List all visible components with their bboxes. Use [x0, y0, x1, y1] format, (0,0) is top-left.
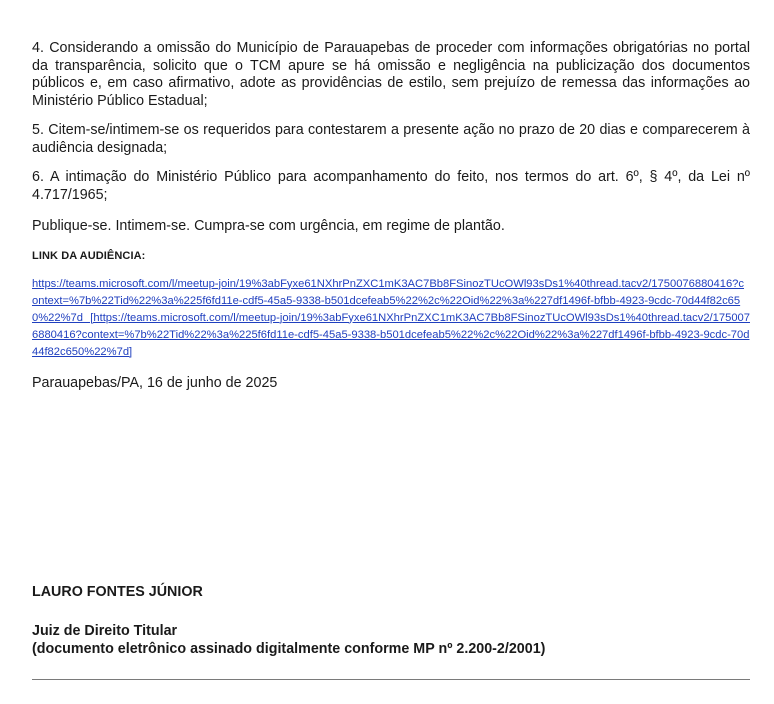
paragraph-5: 5. Citem-se/intimem-se os requeridos para contestarem a presente ação no prazo de 20 dias e comparecerem à audiência designada; [32, 122, 750, 156]
publication-order: Publique-se. Intimem-se. Cumpra-se com urgência, em regime de plantão. [32, 218, 505, 234]
footer-divider [32, 679, 750, 680]
link-section-label: LINK DA AUDIÊNCIA: [32, 249, 146, 262]
judge-name: LAURO FONTES JÚNIOR [32, 584, 203, 600]
paragraph-4: 4. Considerando a omissão do Município de Parauapebas de proceder com informações obrigatórias no portal da transparência, solicito que o TCM apure se há omissão e negligência na publicização dos documentos públicos e, em caso afirmativo, adote as providências de estilo, sem prejuízo de remessa das informações ao Ministério Público Estadual; [32, 40, 750, 109]
paragraph-6: 6. A intimação do Ministério Público para acompanhamento do feito, nos termos do art. 6º, § 4º, da Lei nº 4.717/1965; [32, 169, 750, 203]
digital-signature-note: (documento eletrônico assinado digitalmente conforme MP nº 2.200-2/2001) [32, 641, 546, 657]
judge-title: Juiz de Direito Titular [32, 623, 178, 639]
hearing-link-block [32, 276, 750, 361]
hearing-link[interactable]: https://teams.microsoft.com/l/meetup-join/19%3abFyxe61NXhrPnZXC1mK3AC7Bb8FSinozTUcOWl93sDs1%40thread.tacv2/1750076880416?context=%7b%22Tid%22%3a%225f6fd11e-cdf5-45a5-9338-b501dcefeab5%22%2c%22Oid%22%3a%227df1496f-bfbb-4923-9cdc-70d44f82c650%22%7d [https://teams.microsoft.com/l/meetup-join/19%3abFyxe61NXhrPnZXC1mK3AC7Bb8FSinozTUcOWl93sDs1%40thread.tacv2/1750076880416?context=%7b%22Tid%22%3a%225f6fd11e-cdf5-45a5-9338-b501dcefeab5%22%2c%22Oid%22%3a%227df1496f-bfbb-4923-9cdc-70d44f82c650%22%7d] [32, 277, 750, 358]
date-line: Parauapebas/PA, 16 de junho de 2025 [32, 374, 278, 391]
signature-block [32, 622, 545, 658]
